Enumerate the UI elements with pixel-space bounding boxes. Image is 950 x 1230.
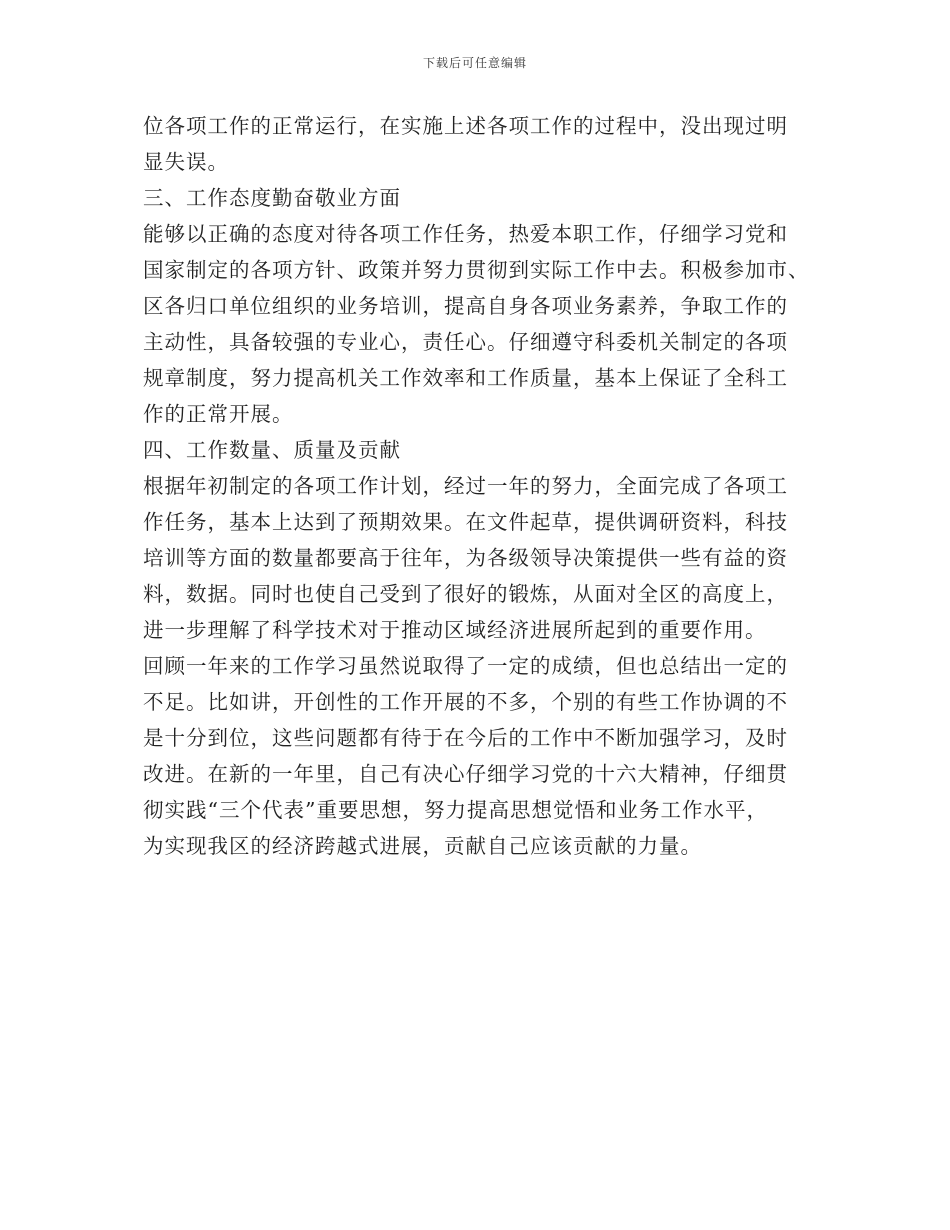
text-line: 国家制定的各项方针、政策并努力贯彻到实际工作中去。积极参加市、 [143, 258, 810, 282]
section-heading: 四、工作数量、质量及贡献 [143, 438, 401, 462]
text-line: 根据年初制定的各项工作计划，经过一年的努力，全面完成了各项工 [143, 474, 788, 498]
text-line: 位各项工作的正常运行，在实施上述各项工作的过程中，没出现过明 [143, 114, 788, 138]
text-line: 培训等方面的数量都要高于往年，为各级领导决策提供一些有益的资 [143, 546, 788, 570]
text-line: 规章制度，努力提高机关工作效率和工作质量，基本上保证了全科工 [143, 366, 788, 390]
text-line: 作的正常开展。 [143, 402, 294, 426]
text-line: 彻实践“三个代表”重要思想，努力提高思想觉悟和业务工作水平， [143, 798, 768, 822]
text-line: 区各归口单位组织的业务培训，提高自身各项业务素养，争取工作的 [143, 294, 788, 318]
document-body [143, 108, 823, 864]
text-line: 是十分到位，这些问题都有待于在今后的工作中不断加强学习，及时 [143, 726, 788, 750]
text-line: 能够以正确的态度对待各项工作任务，热爱本职工作，仔细学习党和 [143, 222, 788, 246]
text-line: 作任务，基本上达到了预期效果。在文件起草，提供调研资料，科技 [143, 510, 788, 534]
text-line: 显失误。 [143, 150, 229, 174]
text-line: 为实现我区的经济跨越式进展，贡献自己应该贡献的力量。 [143, 834, 702, 858]
text-line: 改进。在新的一年里，自己有决心仔细学习党的十六大精神，仔细贯 [143, 762, 788, 786]
page-header: 下载后可任意编辑 [422, 56, 527, 70]
section-heading: 三、工作态度勤奋敬业方面 [143, 186, 401, 210]
text-line: 回顾一年来的工作学习虽然说取得了一定的成绩，但也总结出一定的 [143, 654, 788, 678]
text-line: 进一步理解了科学技术对于推动区域经济进展所起到的重要作用。 [143, 618, 767, 642]
text-line: 不足。比如讲，开创性的工作开展的不多，个别的有些工作协调的不 [143, 690, 788, 714]
text-line: 主动性，具备较强的专业心，责任心。仔细遵守科委机关制定的各项 [143, 330, 788, 354]
text-line: 料，数据。同时也使自己受到了很好的锻炼，从面对全区的高度上， [143, 582, 788, 606]
